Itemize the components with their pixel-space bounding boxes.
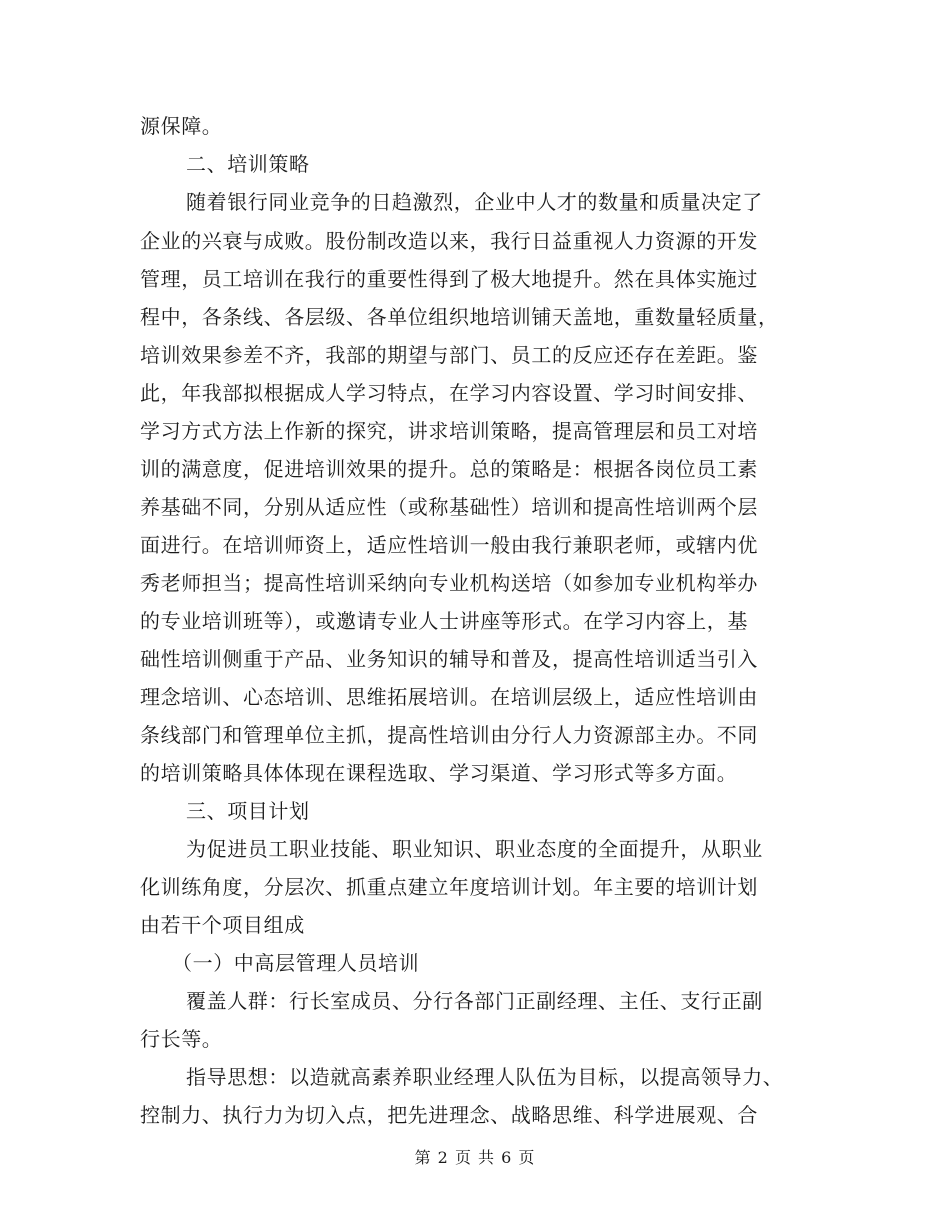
text-line: 面进行。在培训师资上，适应性培训一般由我行兼职老师，或辖内优 xyxy=(140,533,758,557)
text-line: 此，年我部拟根据成人学习特点，在学习内容设置、学习时间安排、 xyxy=(140,381,758,405)
page-number-footer: 第 2 页 共 6 页 xyxy=(414,1148,536,1167)
text-line: 秀老师担当；提高性培训采纳向专业机构送培（如参加专业机构举办 xyxy=(140,571,758,595)
text-line: 由若干个项目组成 xyxy=(140,913,305,937)
text-line: 培训效果参差不齐，我部的期望与部门、员工的反应还存在差距。鉴 xyxy=(140,343,758,367)
text-line: 的培训策略具体体现在课程选取、学习渠道、学习形式等多方面。 xyxy=(140,761,738,785)
text-line: 养基础不同，分别从适应性（或称基础性）培训和提高性培训两个层 xyxy=(140,495,758,519)
text-line: 的专业培训班等），或邀请专业人士讲座等形式。在学习内容上，基 xyxy=(140,609,748,633)
text-line: 源保障。 xyxy=(140,114,223,138)
text-line: 指导思想：以造就高素养职业经理人队伍为目标，以提高领导力、 xyxy=(186,1065,784,1089)
text-line: 为促进员工职业技能、职业知识、职业态度的全面提升，从职业 xyxy=(186,837,763,861)
text-line: 程中，各条线、各层级、各单位组织地培训铺天盖地，重数量轻质量， xyxy=(140,305,779,329)
text-line: 行长等。 xyxy=(140,1027,223,1051)
text-line: 管理，员工培训在我行的重要性得到了极大地提升。然在具体实施过 xyxy=(140,267,758,291)
section-heading: 二、培训策略 xyxy=(186,152,310,176)
subsection-heading: （一）中高层管理人员培训 xyxy=(172,951,420,975)
text-line: 条线部门和管理单位主抓，提高性培训由分行人力资源部主办。不同 xyxy=(140,723,758,747)
text-line: 随着银行同业竞争的日趋激烈，企业中人才的数量和质量决定了 xyxy=(186,190,763,214)
text-line: 化训练角度，分层次、抓重点建立年度培训计划。年主要的培训计划 xyxy=(140,875,758,899)
text-line: 覆盖人群：行长室成员、分行各部门正副经理、主任、支行正副 xyxy=(186,989,763,1013)
text-line: 训的满意度，促进培训效果的提升。总的策略是：根据各岗位员工素 xyxy=(140,457,758,481)
text-line: 理念培训、心态培训、思维拓展培训。在培训层级上，适应性培训由 xyxy=(140,685,758,709)
text-line: 企业的兴衰与成败。股份制改造以来，我行日益重视人力资源的开发 xyxy=(140,229,758,253)
text-line: 学习方式方法上作新的探究，讲求培训策略，提高管理层和员工对培 xyxy=(140,419,758,443)
text-line: 控制力、执行力为切入点，把先进理念、战略思维、科学进展观、合 xyxy=(140,1103,758,1127)
section-heading: 三、项目计划 xyxy=(186,799,310,823)
text-line: 础性培训侧重于产品、业务知识的辅导和普及，提高性培训适当引入 xyxy=(140,647,758,671)
